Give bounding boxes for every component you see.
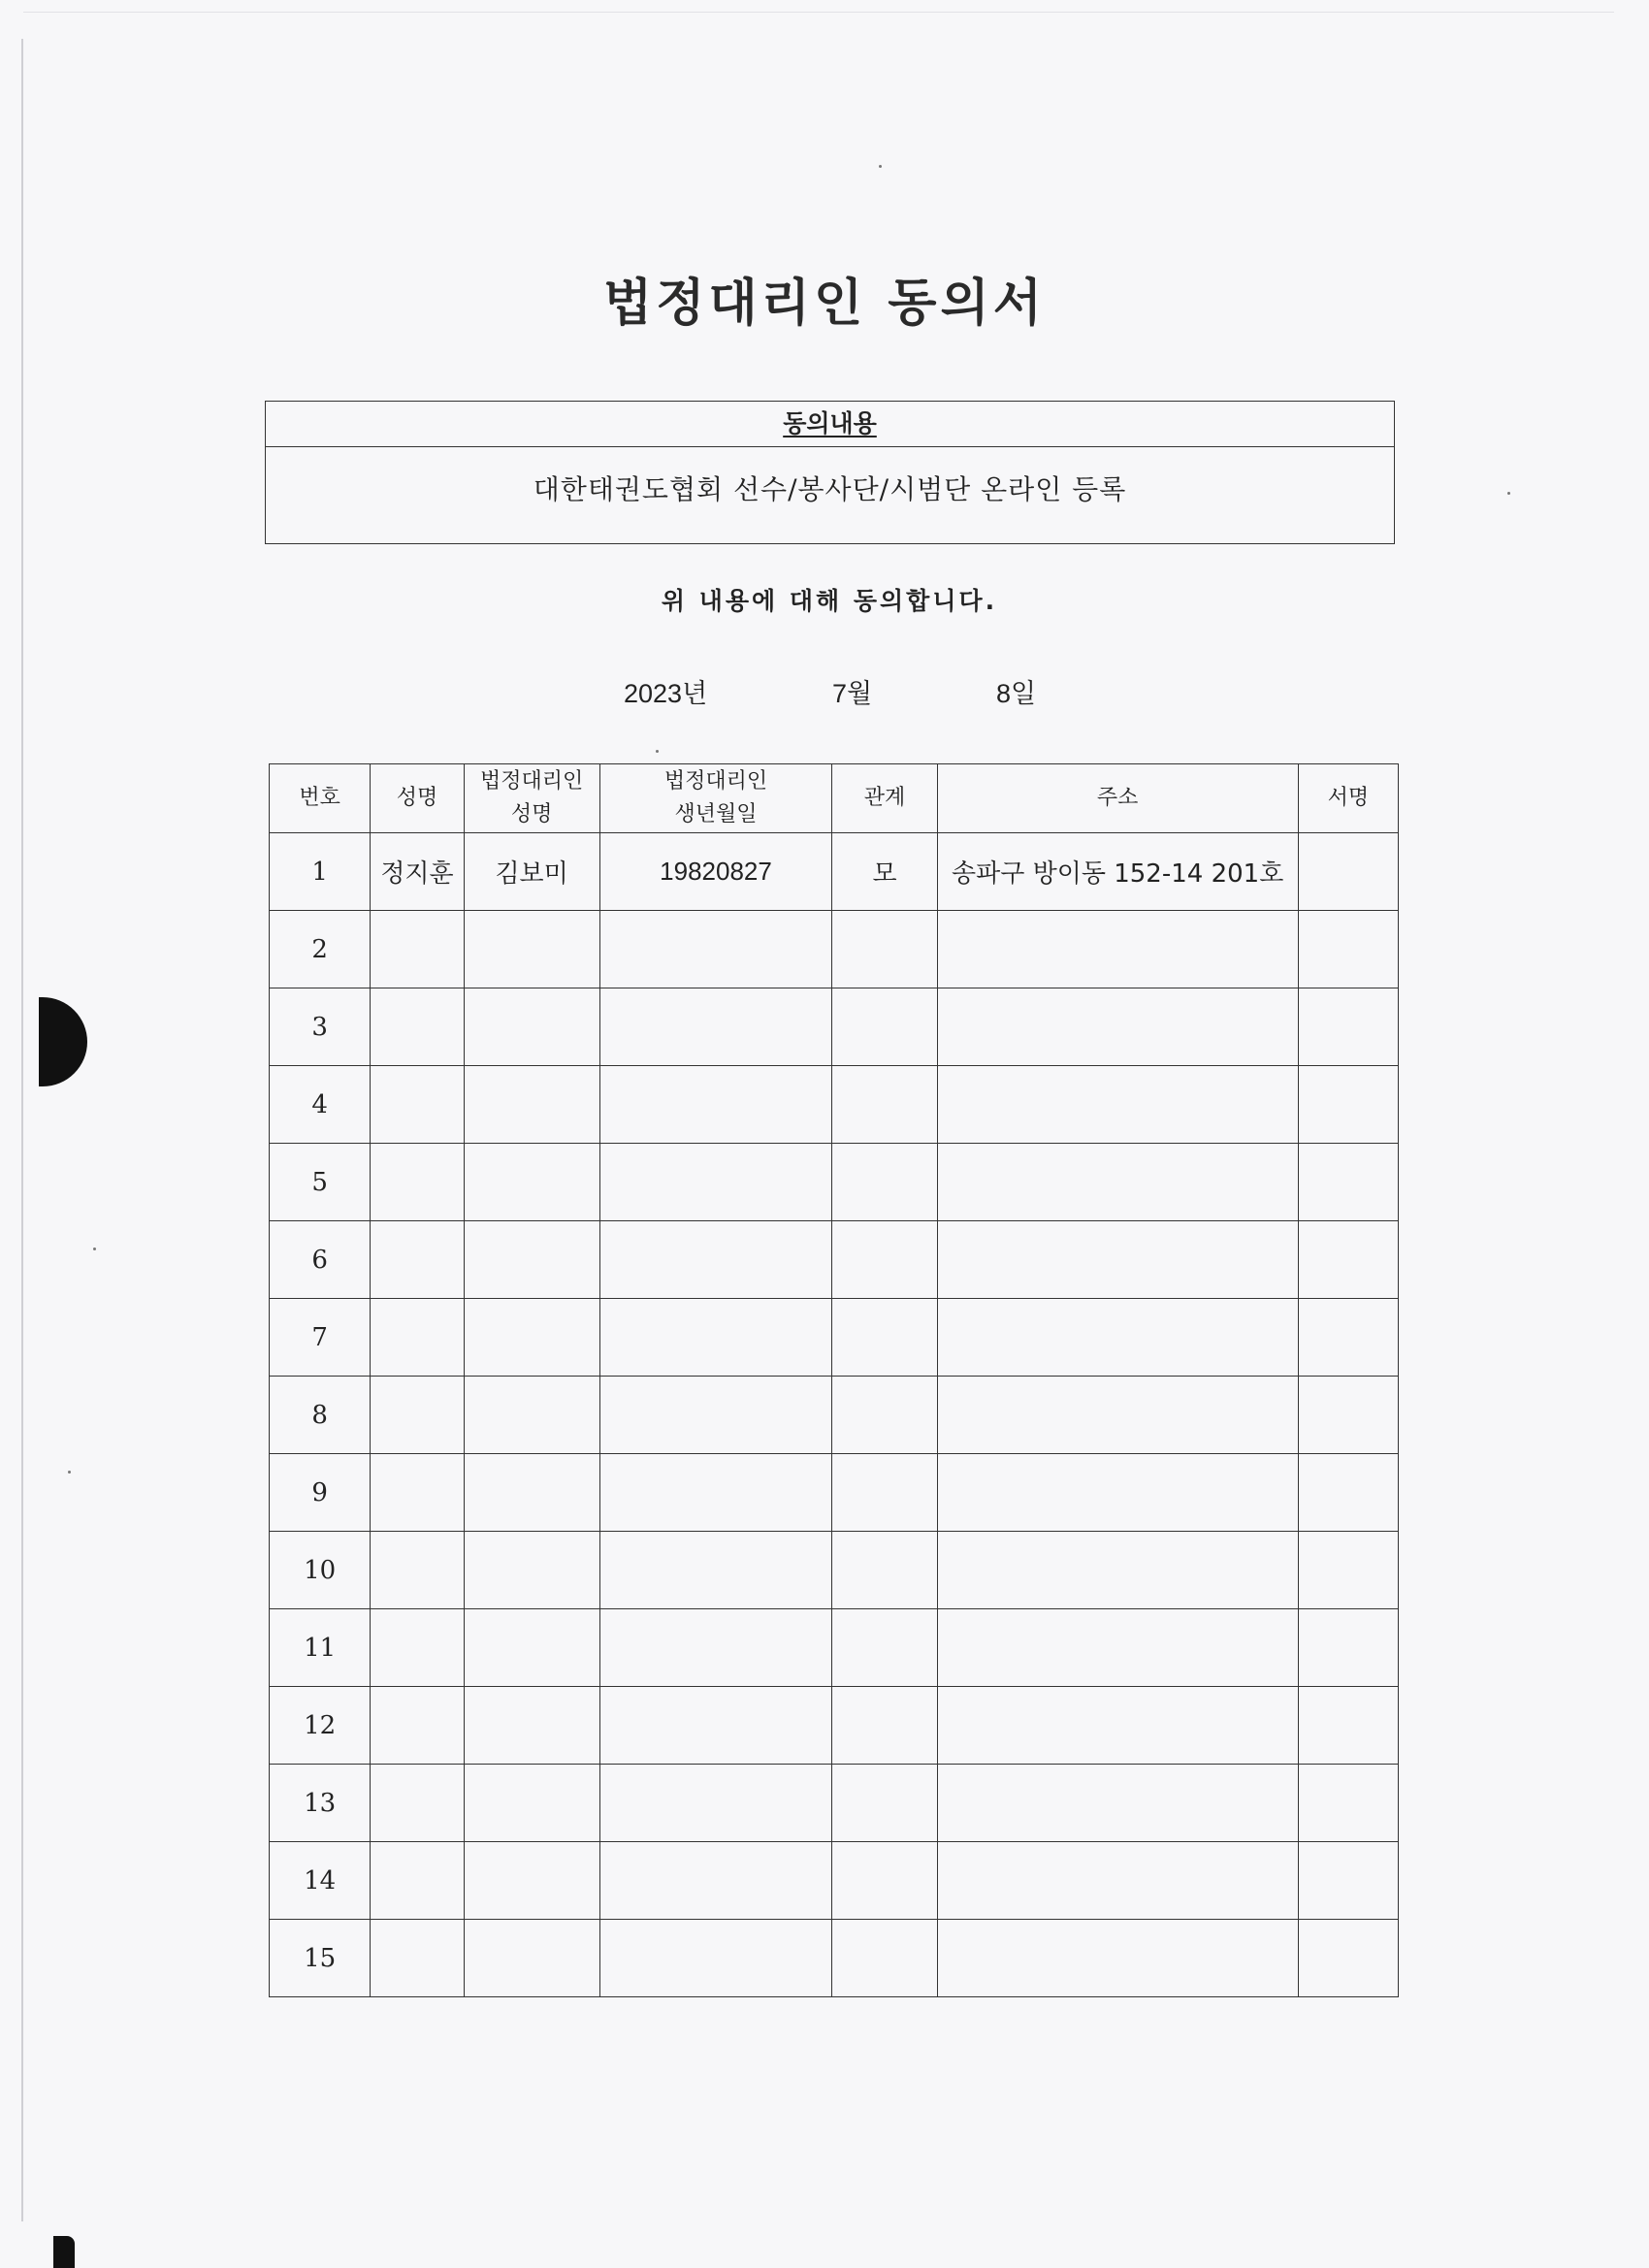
table-row [270, 911, 1399, 988]
table-header-row [270, 764, 1399, 833]
cell-relation [832, 1066, 937, 1144]
header-rep-birth-line1: 법정대리인 [663, 769, 768, 794]
cell-name [371, 1532, 464, 1609]
cell-relation [832, 1842, 937, 1920]
date-year: 2023년 [624, 679, 708, 708]
cell-no: 7 [270, 1299, 371, 1377]
document-title: 법정대리인 동의서 [603, 275, 1046, 333]
cell-address [937, 1842, 1298, 1920]
table-row [270, 1066, 1399, 1144]
header-rep-birth-line2: 생년월일 [674, 802, 758, 826]
cell-name [371, 1144, 464, 1221]
cell-relation [832, 1765, 937, 1842]
ink-blot [39, 997, 87, 1086]
cell-rep-birth [599, 1454, 832, 1532]
cell-rep-name [464, 1687, 599, 1765]
cell-rep-name [464, 911, 599, 988]
table-row [270, 988, 1399, 1066]
cell-sign [1298, 1221, 1398, 1299]
cell-name [371, 1765, 464, 1842]
cell-address [937, 1532, 1298, 1609]
cell-sign [1298, 1066, 1398, 1144]
cell-name [371, 1454, 464, 1532]
header-relation: 관계 [832, 764, 937, 833]
header-name: 성명 [371, 764, 464, 833]
cell-address [937, 1221, 1298, 1299]
date-month: 7월 [832, 679, 873, 708]
cell-sign [1298, 1765, 1398, 1842]
header-rep-name-line1: 법정대리인 [479, 769, 584, 794]
cell-rep-name [464, 1144, 599, 1221]
table-row [270, 1299, 1399, 1377]
cell-rep-birth [599, 1221, 832, 1299]
cell-name [371, 1842, 464, 1920]
cell-relation [832, 911, 937, 988]
cell-sign [1298, 1609, 1398, 1687]
consent-box [265, 401, 1395, 544]
cell-sign [1298, 1454, 1398, 1532]
cell-no: 1 [270, 833, 371, 911]
cell-name [371, 1687, 464, 1765]
consent-header [266, 402, 1394, 447]
cell-rep-name [464, 1842, 599, 1920]
consent-body: 대한태권도협회 선수/봉사단/시범단 온라인 등록 [533, 473, 1127, 505]
header-sign: 서명 [1298, 764, 1398, 833]
header-no: 번호 [270, 764, 371, 833]
cell-no: 9 [270, 1454, 371, 1532]
cell-relation [832, 1144, 937, 1221]
cell-sign [1298, 1299, 1398, 1377]
cell-name [371, 1066, 464, 1144]
table-row [270, 833, 1399, 911]
scan-speck [879, 165, 882, 168]
cell-rep-birth [599, 1687, 832, 1765]
table-row [270, 1377, 1399, 1454]
cell-relation [832, 1920, 937, 1997]
cell-sign [1298, 1377, 1398, 1454]
cell-rep-birth [599, 1144, 832, 1221]
cell-rep-name [464, 1920, 599, 1997]
cell-rep-birth [599, 1842, 832, 1920]
cell-sign [1298, 911, 1398, 988]
cell-rep-birth [599, 1299, 832, 1377]
cell-sign [1298, 988, 1398, 1066]
table-row [270, 1221, 1399, 1299]
scan-edge-left [21, 39, 23, 2221]
cell-relation [832, 988, 937, 1066]
cell-name [371, 1299, 464, 1377]
cell-name [371, 1221, 464, 1299]
cell-rep-birth [599, 1920, 832, 1997]
cell-relation [832, 1454, 937, 1532]
cell-address [937, 1377, 1298, 1454]
cell-no: 13 [270, 1765, 371, 1842]
cell-rep-name [464, 1609, 599, 1687]
cell-address [937, 1144, 1298, 1221]
table-row [270, 1765, 1399, 1842]
cell-name [371, 988, 464, 1066]
cell-relation [832, 1299, 937, 1377]
table-row [270, 1687, 1399, 1765]
cell-address [937, 1920, 1298, 1997]
cell-sign [1298, 1532, 1398, 1609]
cell-relation: 모 [832, 833, 937, 911]
cell-rep-name [464, 1532, 599, 1609]
cell-rep-birth [599, 911, 832, 988]
cell-no: 3 [270, 988, 371, 1066]
cell-name [371, 1920, 464, 1997]
header-rep-name [464, 764, 599, 833]
cell-no: 12 [270, 1687, 371, 1765]
table-row [270, 1920, 1399, 1997]
table-row [270, 1454, 1399, 1532]
cell-rep-birth [599, 1377, 832, 1454]
cell-sign [1298, 1842, 1398, 1920]
scan-speck [656, 750, 659, 753]
header-rep-name-line2: 성명 [510, 802, 553, 826]
cell-no: 5 [270, 1144, 371, 1221]
cell-name [371, 911, 464, 988]
cell-no: 10 [270, 1532, 371, 1609]
cell-no: 2 [270, 911, 371, 988]
cell-relation [832, 1532, 937, 1609]
cell-rep-name [464, 988, 599, 1066]
cell-name: 정지훈 [371, 833, 464, 911]
cell-no: 4 [270, 1066, 371, 1144]
table-row [270, 1609, 1399, 1687]
guardian-table [269, 763, 1399, 1997]
table-row [270, 1144, 1399, 1221]
cell-rep-name [464, 1066, 599, 1144]
cell-rep-name [464, 1765, 599, 1842]
cell-no: 11 [270, 1609, 371, 1687]
cell-name [371, 1377, 464, 1454]
cell-address [937, 1066, 1298, 1144]
cell-address [937, 1687, 1298, 1765]
cell-sign [1298, 1920, 1398, 1997]
cell-rep-birth [599, 1765, 832, 1842]
cell-name [371, 1609, 464, 1687]
cell-no: 8 [270, 1377, 371, 1454]
cell-no: 6 [270, 1221, 371, 1299]
cell-address [937, 1609, 1298, 1687]
cell-sign [1298, 1144, 1398, 1221]
cell-sign [1298, 1687, 1398, 1765]
cell-rep-birth [599, 1609, 832, 1687]
cell-address [937, 1765, 1298, 1842]
table-row [270, 1532, 1399, 1609]
cell-address [937, 1299, 1298, 1377]
header-rep-birth [599, 764, 832, 833]
cell-rep-name [464, 1454, 599, 1532]
agreement-statement: 위 내용에 대해 동의합니다. [661, 587, 998, 615]
cell-address [937, 1454, 1298, 1532]
table-row [270, 1842, 1399, 1920]
cell-rep-name [464, 1299, 599, 1377]
cell-no: 14 [270, 1842, 371, 1920]
cell-no: 15 [270, 1920, 371, 1997]
ink-blot-small [53, 2236, 75, 2268]
cell-address [937, 911, 1298, 988]
cell-rep-name [464, 1221, 599, 1299]
cell-relation [832, 1221, 937, 1299]
consent-header-label: 동의내용 [783, 409, 877, 437]
cell-rep-birth [599, 1066, 832, 1144]
cell-relation [832, 1377, 937, 1454]
cell-relation [832, 1609, 937, 1687]
date-day: 8일 [996, 679, 1037, 708]
cell-rep-name [464, 1377, 599, 1454]
cell-relation [832, 1687, 937, 1765]
cell-rep-birth: 19820827 [599, 833, 832, 911]
cell-rep-birth [599, 1532, 832, 1609]
scan-speck [93, 1247, 96, 1250]
scan-edge-top [23, 12, 1614, 13]
cell-address [937, 988, 1298, 1066]
cell-rep-birth [599, 988, 832, 1066]
header-address: 주소 [937, 764, 1298, 833]
cell-rep-name: 김보미 [464, 833, 599, 911]
cell-address: 송파구 방이동 152-14 201호 [937, 833, 1298, 911]
scan-speck [1507, 492, 1510, 495]
cell-sign [1298, 833, 1398, 911]
scan-speck [68, 1471, 71, 1474]
